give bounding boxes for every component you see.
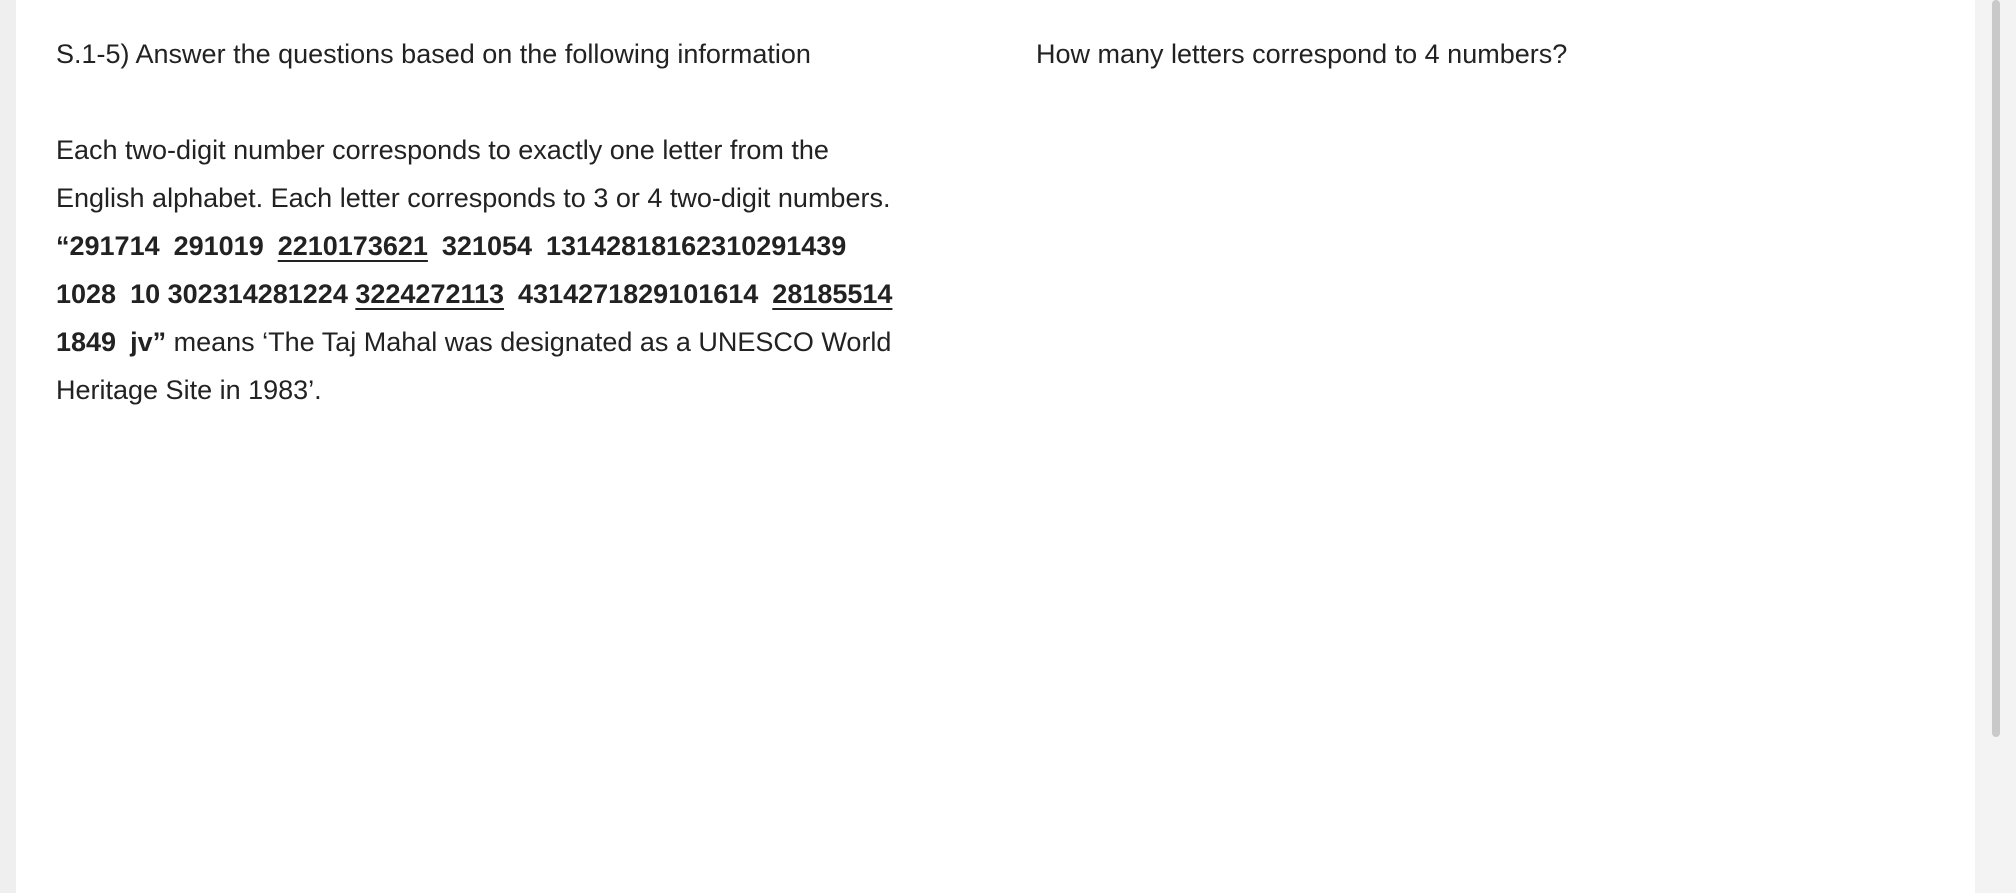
code-segment: 291019	[173, 231, 264, 261]
passage-paragraph	[56, 126, 956, 414]
code-segment: 321054	[441, 231, 532, 261]
question-text: How many letters correspond to 4 numbers?	[1036, 39, 1568, 69]
coded-line-3	[56, 318, 956, 366]
coded-line-2	[56, 270, 956, 318]
code-segment-underlined: 3224272113	[355, 279, 505, 309]
scrollbar-thumb[interactable]	[1992, 0, 2000, 737]
code-segment: 1028	[56, 279, 117, 309]
vertical-scrollbar[interactable]	[1975, 0, 2016, 893]
code-segment: 1849	[56, 327, 117, 357]
code-segment: “291714	[56, 231, 160, 261]
code-segment: 4314271829101614	[518, 279, 759, 309]
passage-line-2: English alphabet. Each letter corresponds to 3 or 4 two-digit numbers.	[56, 183, 891, 213]
code-segment: 302314281224	[167, 279, 348, 309]
coded-line-1	[56, 222, 956, 270]
code-segment-underlined: 2210173621	[277, 231, 428, 261]
code-segment: 13142818162310291439	[546, 231, 847, 261]
passage-heading: S.1-5) Answer the questions based on the following information	[56, 39, 811, 69]
passage-line-6: Heritage Site in 1983’.	[56, 375, 322, 405]
code-segment: 10	[130, 279, 161, 309]
meaning-text: means ‘The Taj Mahal was designated as a UNESCO World	[166, 327, 892, 357]
passage-column	[56, 30, 956, 414]
passage-line-1: Each two-digit number corresponds to exactly one letter from the	[56, 135, 829, 165]
code-segment-underlined: 28185514	[772, 279, 893, 309]
code-segment: jv”	[130, 327, 167, 357]
question-column	[1036, 30, 1936, 78]
content-page	[16, 0, 1975, 893]
